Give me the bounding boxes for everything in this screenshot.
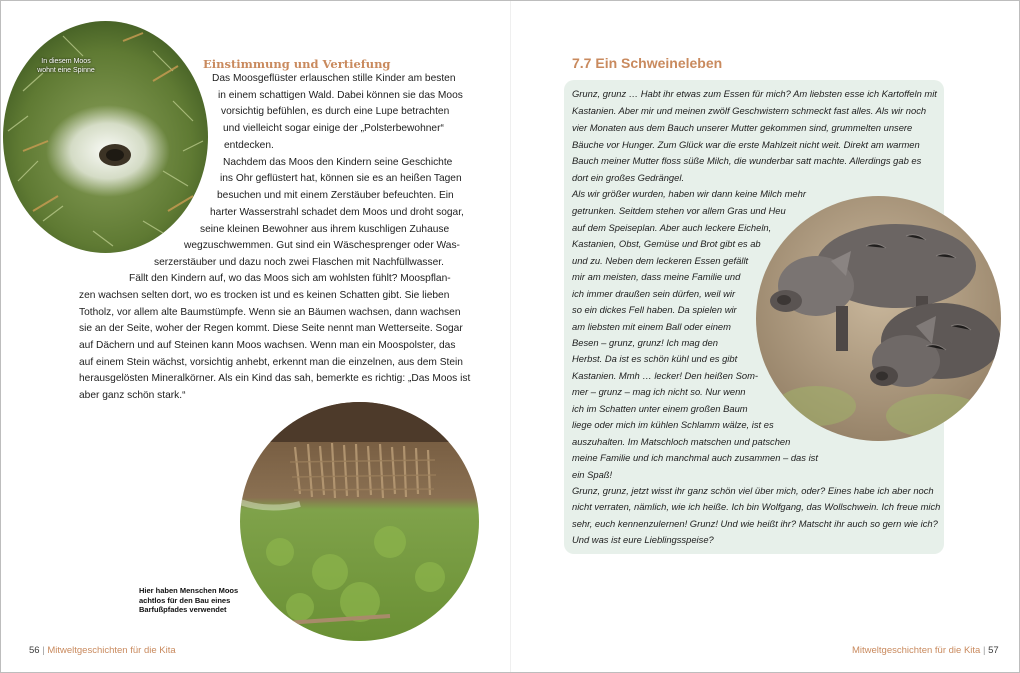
- story-line: Bäuche vor Hunger. Zum Glück war die erste Mahlzeit nicht weit. Direkt am warmen: [572, 139, 920, 150]
- body-line: auf einem Stein wächst, vorsichtig anhebt, erkennt man die einzelnen, aus dem Stein: [79, 357, 463, 368]
- woolly-pigs-photo: [756, 196, 1001, 441]
- story-line: auszuhalten. Im Matschloch matschen und patschen: [572, 436, 791, 447]
- footer-separator: |: [982, 645, 986, 656]
- story-line: mer – grunz – mag ich nicht so. Nur wenn: [572, 386, 746, 397]
- story-line: Herbst. Da ist es schön kühl und es gibt: [572, 353, 738, 364]
- story-line: nicht verraten, nämlich, wie ich heiße. Ich bin Wolfgang, das Wollschwein. Ich freue mich: [572, 501, 941, 512]
- story-line: Kastanien, Obst, Gemüse und Brot gibt es ab: [572, 238, 761, 249]
- body-line: Fällt den Kindern auf, wo das Moos sich am wohlsten fühlt? Moospflan-: [129, 273, 451, 284]
- body-line: Das Moosgeflüster erlauschen stille Kinder am besten: [212, 73, 456, 84]
- section-heading: Einstimmung und Vertiefung: [203, 57, 391, 71]
- story-line: Kastanien. Mmh … lecker! Den heißen Som-: [572, 370, 759, 381]
- body-line: auf Dächern und auf Steinen kann Moos wachsen. Wenn man ein Moospolster, das: [79, 340, 456, 351]
- story-line: getrunken. Seitdem stehen vor allem Gras und Heu: [572, 205, 786, 216]
- left-footer: [29, 645, 176, 656]
- path-photo-caption: Hier haben Menschen Moos achtlos für den Bau eines Barfußpfades verwendet: [139, 586, 239, 614]
- story-line: Grunz, grunz, jetzt wisst ihr ganz schön viel über mich, oder? Eines habe ich aber noch: [572, 485, 934, 496]
- body-line: wegzuschwemmen. Gut sind ein Wäschesprenger oder Was-: [184, 240, 460, 251]
- story-line: ein Spaß!: [572, 469, 613, 480]
- story-line: meine Familie und ich manchmal auch zusammen – das ist: [572, 452, 818, 463]
- body-line: zen wachsen selten dort, wo es trocken ist und es keinen Schatten gibt. Sie lieben: [79, 290, 450, 301]
- body-line: entdecken.: [224, 140, 274, 151]
- body-line: in einem schattigen Wald. Dabei können sie das Moos: [218, 90, 463, 101]
- story-line: dort ein großes Gedrängel.: [572, 172, 685, 183]
- body-line: aber ganz schön stark.“: [79, 390, 186, 401]
- footer-separator: |: [42, 645, 45, 656]
- body-line: herausgelösten Mineralkörner. Als ein Kind das sah, bemerkte es richtig: „Das Moos ist: [79, 373, 471, 384]
- story-line: Grunz, grunz … Habt ihr etwas zum Essen für mich? Am liebsten esse ich Kartoffeln mit: [572, 88, 937, 99]
- left-page-number: 56: [29, 645, 40, 656]
- footer-book-title: Mitweltgeschichten für die Kita: [47, 645, 176, 656]
- body-line: vorsichtig befühlen, es durch eine Lupe betrachten: [221, 106, 450, 117]
- story-line: Besen – grunz, grunz! Ich mag den: [572, 337, 718, 348]
- story-line: ich im Schatten unter einem großen Baum: [572, 403, 748, 414]
- story-line: am liebsten mit einem Ball oder einem: [572, 321, 731, 332]
- body-line: und vielleicht sogar einige der „Polsterbewohner“: [223, 123, 444, 134]
- story-line: Und was ist eure Lieblingsspeise?: [572, 534, 714, 545]
- story-line: Kastanien. Aber mir und meinen zwölf Geschwistern schmeckt fast alles. Als wir noch: [572, 105, 927, 116]
- body-line: harter Wasserstrahl schadet dem Moos und droht sogar,: [210, 207, 464, 218]
- story-line: vier Monaten aus dem Bauch unserer Mutter gekommen sind, grummelten unsere: [572, 122, 913, 133]
- moss-path-photo: [240, 402, 479, 641]
- body-line: seine kleinen Bewohner aus ihrem kuschligen Zuhause: [200, 224, 450, 235]
- moss-photo-caption: In diesem Moos wohnt eine Spinne: [37, 58, 95, 74]
- page-gutter: [510, 1, 511, 672]
- story-line: Als wir größer wurden, haben wir dann keine Milch mehr: [572, 188, 806, 199]
- right-page-number: 57: [988, 645, 999, 656]
- body-line: ins Ohr geflüstert hat, können sie es an heißen Tagen: [220, 173, 462, 184]
- story-line: Bauch meiner Mutter floss süße Milch, die wunderbar satt machte. Allerdings gab es: [572, 155, 922, 166]
- body-line: Totholz, vor allem alte Baumstümpfe. Wenn sie an Bäumen wachsen, dann wachsen: [79, 307, 461, 318]
- story-line: so ein dickes Fell haben. Da spielen wir: [572, 304, 737, 315]
- story-line: sehr, euch kennenzulernen! Grunz! Und wie heißt ihr? Matscht ihr auch so gern wie ich?: [572, 518, 938, 529]
- body-line: serzerstäuber und dazu noch zwei Flaschen mit Nachfüllwasser.: [154, 257, 444, 268]
- chapter-heading: 7.7 Ein Schweineleben: [572, 55, 723, 71]
- footer-book-title: Mitweltgeschichten für die Kita: [852, 645, 981, 656]
- moss-spider-photo: [3, 21, 208, 253]
- body-line: sie an der Seite, woher der Regen kommt. Diese Seite nennt man Wetterseite. Sogar: [79, 323, 463, 334]
- story-line: auf dem Speiseplan. Aber auch leckere Eicheln,: [572, 222, 772, 233]
- story-line: ich immer draußen sein dürfen, weil wir: [572, 288, 736, 299]
- body-line: Nachdem das Moos den Kindern seine Geschichte: [223, 157, 453, 168]
- right-footer: [852, 645, 999, 656]
- story-line: liege oder mich im kühlen Schlamm wälze, ist es: [572, 419, 774, 430]
- body-line: besuchen und mit einem Zerstäuber befeuchten. Ein: [217, 190, 454, 201]
- story-line: und zu. Neben dem leckeren Essen gefällt: [572, 255, 749, 266]
- story-line: mir am meisten, dass meine Familie und: [572, 271, 741, 282]
